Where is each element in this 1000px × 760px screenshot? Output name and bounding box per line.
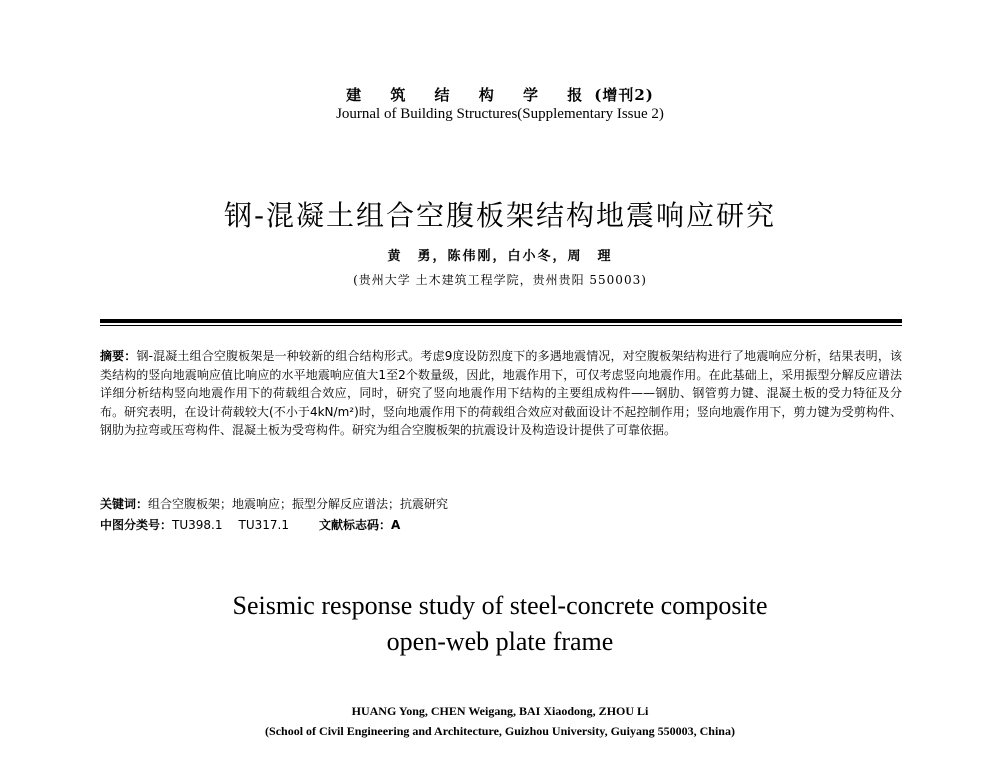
doc-code: A <box>390 518 401 532</box>
classification-line <box>100 516 400 533</box>
clc-code-1: TU398.1 <box>172 518 223 532</box>
keywords-line <box>100 495 448 512</box>
clc-code-2: TU317.1 <box>238 518 289 532</box>
abstract-cn <box>100 347 902 440</box>
doc-code-label: 文献标志码： <box>318 518 391 532</box>
affiliation-cn: (贵州大学 土木建筑工程学院，贵州贵阳 550003) <box>353 273 647 287</box>
keywords-label: 关键词： <box>100 497 149 511</box>
authors-en: HUANG Yong, CHEN Weigang, BAI Xiaodong, ZHOU Li <box>351 704 649 718</box>
paper-title-en <box>0 588 1000 660</box>
abstract-label: 摘要： <box>100 349 137 363</box>
divider-thick <box>100 319 902 323</box>
paper-title-en-line1: Seismic response study of steel-concrete composite <box>232 591 768 620</box>
paper-title-en-line2: open-web plate frame <box>386 627 614 656</box>
journal-name-en: Journal of Building Structures(Supplementary Issue 2) <box>336 106 664 122</box>
abstract-text: 钢-混凝土组合空腹板架是一种较新的组合结构形式。考虑9度设防烈度下的多遇地震情况，对空腹板架结构进行了地震响应分析，结果表明，该类结构的竖向地震响应值比响应的水平地震响应值大1至2个数量级，因此，地震作用下，可仅考虑竖向地震作用。在此基础上，采用振型分解反应谱法详细分析结构竖向地震作用下的荷载组合效应，同时，研究了竖向地震作用下结构的主要组成构件——钢肋、钢管剪力键、混凝土板的受力特征及分布。研究表明，在设计荷载较大(不小于4kN/m²)时，竖向地震作用下的荷载组合效应对截面设计不起控制作用；竖向地震作用下，剪力键为受剪构件、钢肋为拉弯或压弯构件、混凝土板为受弯构件。研究为组合空腹板架的抗震设计及构造设计提供了可靠依据。 <box>100 349 902 437</box>
journal-title-cn: 建 筑 结 构 学 报 <box>346 86 595 104</box>
journal-issue-cn: (增刊2) <box>594 86 654 104</box>
clc-label: 中图分类号： <box>100 518 173 532</box>
divider-thin <box>100 325 902 326</box>
paper-title-cn: 钢-混凝土组合空腹板架结构地震响应研究 <box>223 199 777 232</box>
keywords-text: 组合空腹板架；地震响应；振型分解反应谱法；抗震研究 <box>148 497 449 511</box>
affiliation-en: (School of Civil Engineering and Architecture, Guizhou University, Guiyang 550003, China) <box>265 724 735 738</box>
journal-name-cn <box>0 84 1000 105</box>
authors-cn: 黄 勇，陈伟刚，白小冬，周 理 <box>387 249 613 264</box>
